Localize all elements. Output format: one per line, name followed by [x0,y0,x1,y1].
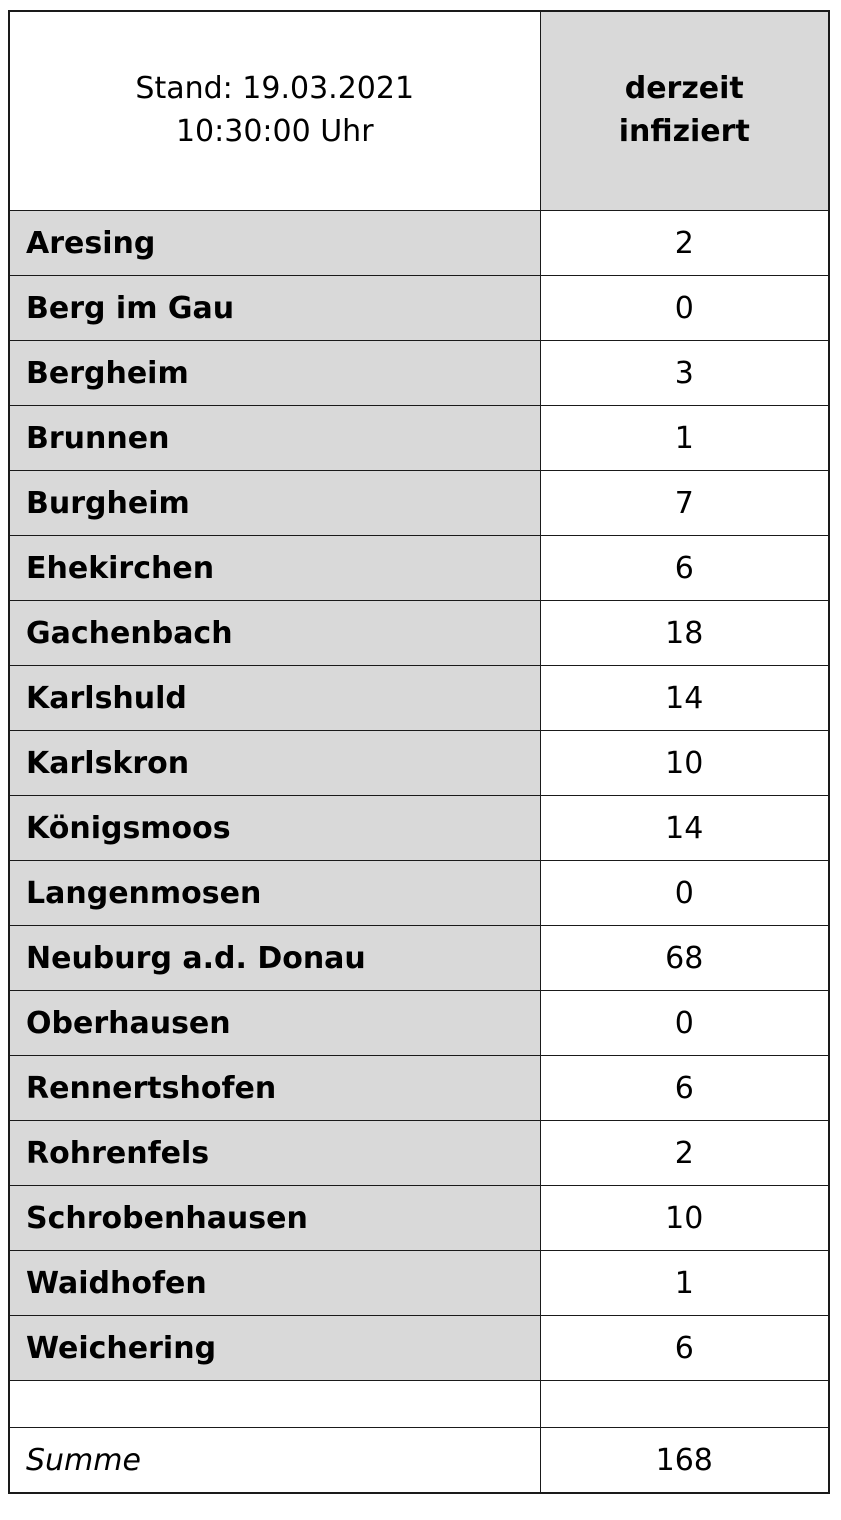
municipality-value: 2 [540,211,829,276]
municipality-value: 6 [540,1316,829,1381]
table-row [9,1316,829,1381]
municipality-value: 0 [540,991,829,1056]
municipality-name: Aresing [9,211,540,276]
municipality-name: Bergheim [9,341,540,406]
table-container [8,10,828,1494]
table-row [9,536,829,601]
infection-counts-table [8,10,830,1494]
municipality-value: 6 [540,1056,829,1121]
table-row [9,1251,829,1316]
municipality-name: Langenmosen [9,861,540,926]
municipality-name: Neuburg a.d. Donau [9,926,540,991]
table-row [9,406,829,471]
municipality-name: Burgheim [9,471,540,536]
municipality-name: Ehekirchen [9,536,540,601]
municipality-name: Rohrenfels [9,1121,540,1186]
table-row [9,1056,829,1121]
municipality-value: 14 [540,796,829,861]
sum-label: Summe [9,1428,540,1494]
table-header-row [9,11,829,211]
table-row [9,861,829,926]
header-timestamp-line2: 10:30:00 Uhr [175,114,374,149]
sum-value: 168 [540,1428,829,1494]
municipality-name: Berg im Gau [9,276,540,341]
municipality-name: Schrobenhausen [9,1186,540,1251]
municipality-value: 10 [540,731,829,796]
table-row [9,276,829,341]
table-row [9,796,829,861]
header-currently-infected-line2: infiziert [618,114,750,149]
spacer-name-cell [9,1381,540,1428]
municipality-name: Waidhofen [9,1251,540,1316]
municipality-value: 3 [540,341,829,406]
municipality-value: 14 [540,666,829,731]
municipality-value: 6 [540,536,829,601]
municipality-name: Karlskron [9,731,540,796]
municipality-name: Oberhausen [9,991,540,1056]
table-sum-row [9,1428,829,1494]
table-row [9,341,829,406]
table-row [9,731,829,796]
municipality-value: 2 [540,1121,829,1186]
municipality-value: 68 [540,926,829,991]
municipality-value: 0 [540,276,829,341]
table-row [9,1121,829,1186]
table-spacer-row [9,1381,829,1428]
header-timestamp-line1: Stand: 19.03.2021 [135,71,415,107]
table-row [9,471,829,536]
municipality-value: 10 [540,1186,829,1251]
municipality-name: Weichering [9,1316,540,1381]
spacer-value-cell [540,1381,829,1428]
municipality-value: 0 [540,861,829,926]
header-currently-infected-line1: derzeit [624,71,744,107]
municipality-value: 18 [540,601,829,666]
table-row [9,991,829,1056]
municipality-value: 1 [540,1251,829,1316]
header-currently-infected-cell [540,11,829,211]
municipality-value: 1 [540,406,829,471]
header-timestamp-cell [9,11,540,211]
municipality-name: Gachenbach [9,601,540,666]
table-row [9,601,829,666]
municipality-name: Brunnen [9,406,540,471]
municipality-name: Königsmoos [9,796,540,861]
table-row [9,926,829,991]
municipality-value: 7 [540,471,829,536]
municipality-name: Karlshuld [9,666,540,731]
table-row [9,211,829,276]
table-row [9,1186,829,1251]
municipality-name: Rennertshofen [9,1056,540,1121]
table-body [9,11,829,1493]
table-row [9,666,829,731]
